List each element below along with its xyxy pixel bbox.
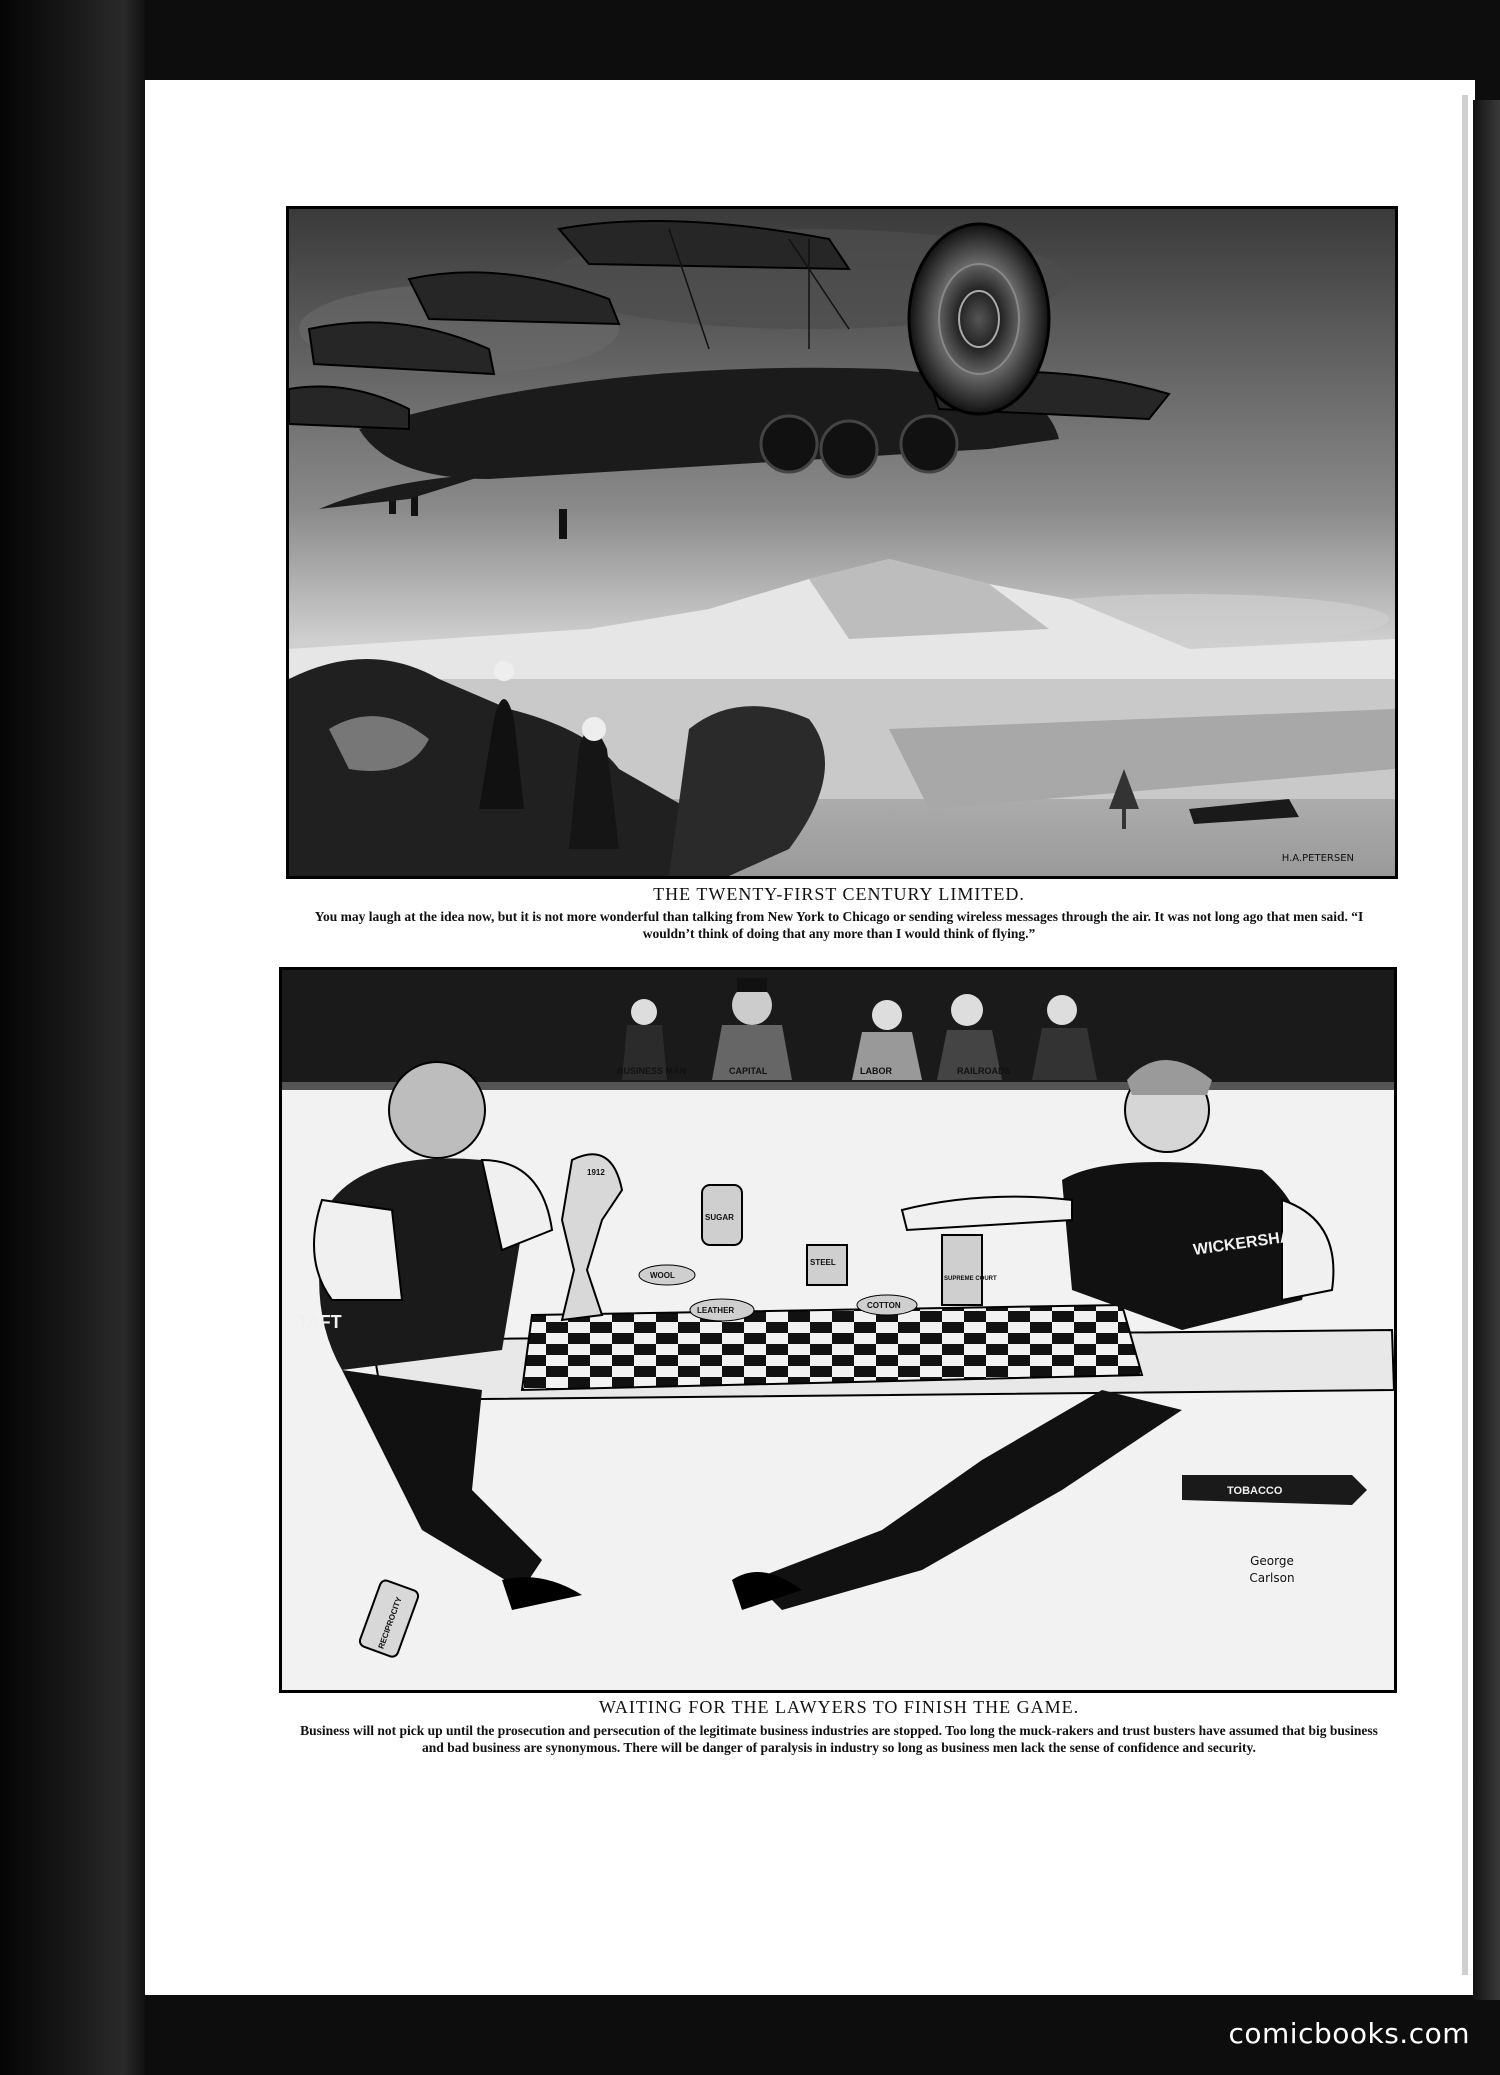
label-railroads: RAILROADS [957, 1066, 1011, 1076]
piece-sugar: SUGAR [705, 1213, 734, 1222]
next-page-edge [1473, 100, 1500, 2000]
cartoon-1-signature: H.A.PETERSEN [1281, 853, 1354, 864]
piece-leather: LEATHER [697, 1306, 735, 1315]
piece-supreme-court: SUPREME COURT [944, 1276, 997, 1282]
flying-train-illustration [289, 209, 1395, 876]
page-edge-strip [1462, 95, 1468, 1975]
label-capital: CAPITAL [729, 1066, 768, 1076]
piece-1912: 1912 [587, 1168, 605, 1177]
piece-cotton: COTTON [867, 1301, 901, 1310]
chess-game-illustration [282, 970, 1394, 1690]
piece-reciprocity: RECIPROCITY [376, 1595, 404, 1651]
cartoon-2-caption: Business will not pick up until the prosecution and persecution of the legitimate business industries are stopped. Too long the muck-rakers and trust busters have assumed that big business and bad business are synonymous. There will be danger of paralysis in industry so long as business men lack the sense of confidence and security. [300, 1723, 1378, 1755]
label-business-man: BUSINESS MAN [617, 1066, 687, 1076]
label-wickersham: WICKERSHAM [1192, 1226, 1306, 1259]
cartoon-chess-game [279, 967, 1397, 1693]
site-watermark: comicbooks.com [1228, 2017, 1470, 2050]
label-tobacco: TOBACCO [1227, 1485, 1283, 1497]
cartoon-1-caption: You may laugh at the idea now, but it is not more wonderful than talking from New York to Chicago or sending wireless messages through the air. It was not long ago that men said. “I wouldn’t think of doing that any more than I would think of flying.” [314, 909, 1364, 941]
cartoon-2-title: WAITING FOR THE LAWYERS TO FINISH THE GAME. [598, 1697, 1080, 1717]
label-labor: LABOR [860, 1066, 892, 1076]
piece-steel: STEEL [810, 1258, 836, 1267]
cartoon-2-signature-first: George [1250, 1554, 1294, 1568]
cartoon-flying-train [286, 206, 1398, 879]
piece-wool: WOOL [650, 1271, 675, 1280]
cartoon-2-signature-last: Carlson [1249, 1571, 1295, 1585]
label-taft: TAFT [297, 1312, 342, 1332]
cartoon-1-title: THE TWENTY-FIRST CENTURY LIMITED. [653, 884, 1025, 904]
binding-shadow [0, 0, 145, 2075]
